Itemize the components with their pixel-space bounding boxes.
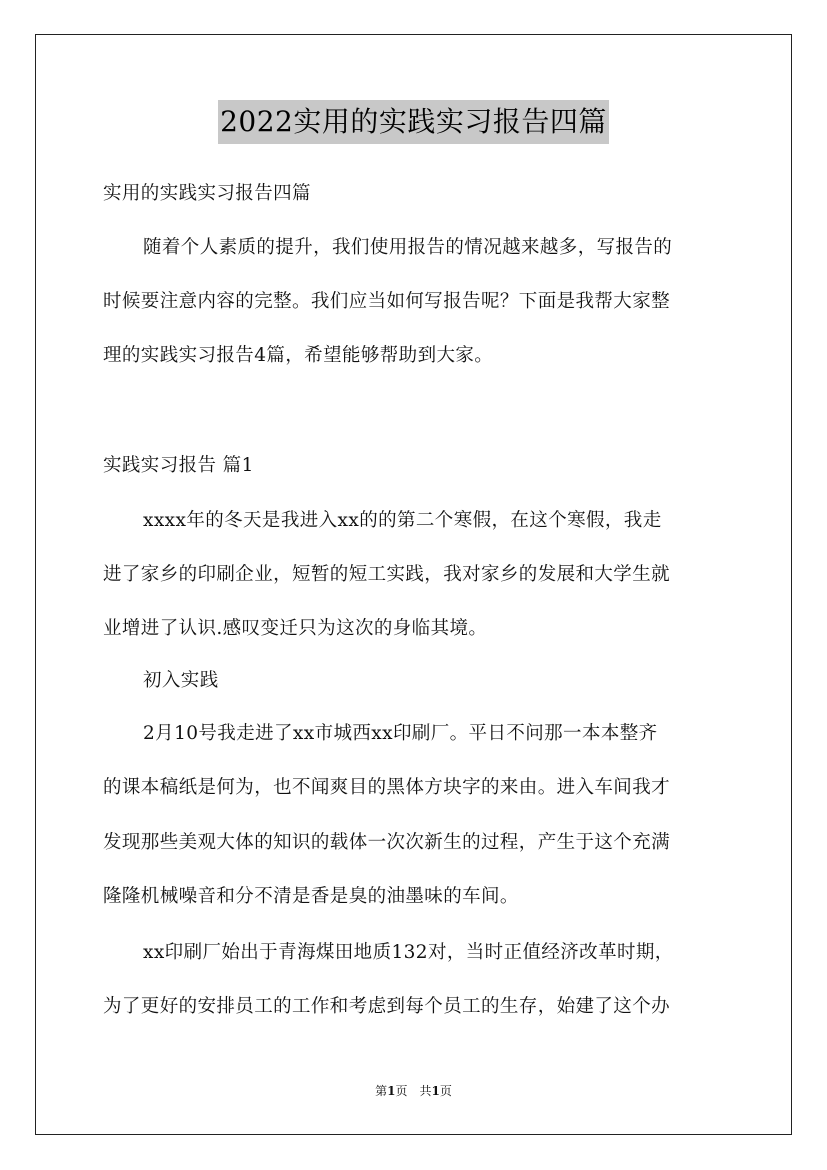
- footer-page-suffix: 页: [395, 1084, 408, 1098]
- footer-page-number: 1: [387, 1084, 396, 1098]
- intro-line-1: 随着个人素质的提升，我们使用报告的情况越来越多，写报告的: [143, 237, 673, 258]
- title-container: [0, 100, 827, 144]
- section-heading: 实践实习报告 篇1: [103, 455, 254, 476]
- intro-line-3: 理的实践实习报告4篇，希望能够帮助到大家。: [103, 345, 494, 366]
- para2-line-2: 的课本稿纸是何为，也不闻爽目的黑体方块字的来由。进入车间我才: [103, 777, 671, 798]
- para2-line-3: 发现那些美观大体的知识的载体一次次新生的过程，产生于这个充满: [103, 832, 671, 853]
- footer-total-prefix: 共: [419, 1084, 432, 1098]
- para3-line-2: 为了更好的安排员工的工作和考虑到每个员工的生存，始建了这个办: [103, 996, 671, 1017]
- document-subtitle: 实用的实践实习报告四篇: [103, 183, 311, 204]
- intro-line-2: 时候要注意内容的完整。我们应当如何写报告呢？下面是我帮大家整: [103, 291, 671, 312]
- para1-line-3: 业增进了认识.感叹变迁只为这次的身临其境。: [103, 618, 488, 639]
- subheading: 初入实践: [143, 670, 219, 691]
- footer-total-number: 1: [431, 1084, 440, 1098]
- document-title: 2022实用的实践实习报告四篇: [218, 100, 609, 144]
- para2-line-1: 2月10号我走进了xx市城西xx印刷厂。平日不问那一本本整齐: [143, 723, 658, 744]
- para1-line-2: 进了家乡的印刷企业，短暂的短工实践，我对家乡的发展和大学生就: [103, 564, 671, 585]
- para2-line-4: 隆隆机械噪音和分不清是香是臭的油墨味的车间。: [103, 886, 519, 907]
- footer-page-prefix: 第: [375, 1084, 388, 1098]
- page-footer: [0, 1083, 827, 1099]
- footer-total-suffix: 页: [439, 1084, 452, 1098]
- para3-line-1: xx印刷厂始出于青海煤田地质132对，当时正值经济改革时期，: [143, 942, 674, 963]
- para1-line-1: xxxx年的冬天是我进入xx的的第二个寒假，在这个寒假，我走: [143, 510, 662, 531]
